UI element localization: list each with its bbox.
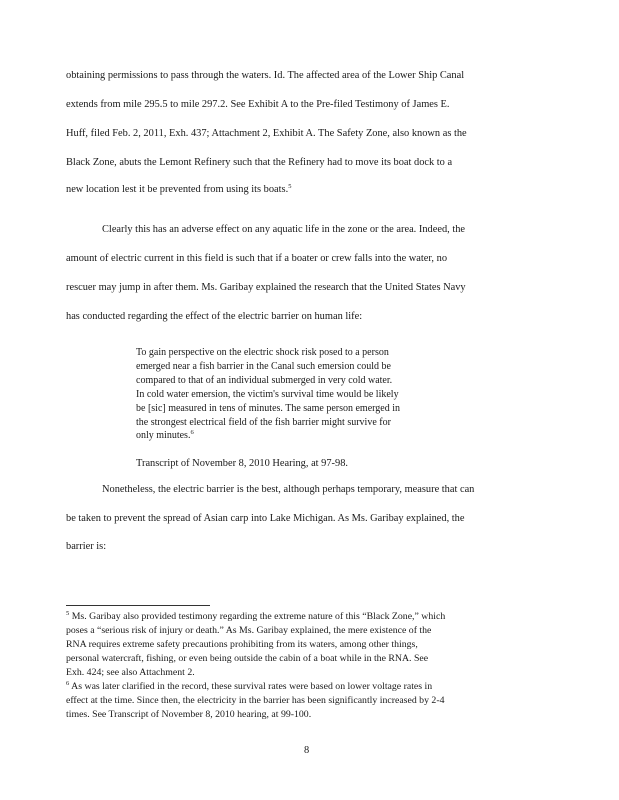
body-line: Huff, filed Feb. 2, 2011, Exh. 437; Attachment 2, Exhibit A. The Safety Zone, also known as the (66, 128, 467, 139)
footnote-number: 6 (66, 680, 70, 687)
footnote-line: RNA requires extreme safety precautions prohibiting from its waters, among other things, (66, 639, 418, 650)
footnote-line: personal watercraft, fishing, or even being outside the cabin of a boat while in the RNA. See (66, 653, 429, 664)
body-line-text: new location lest it be prevented from using its boats. (66, 184, 289, 195)
footnote-line: effect at the time. Since then, the electricity in the barrier has been significantly increased by 2-4 (66, 695, 445, 706)
block-quote-line-with-footnote (136, 430, 194, 441)
footnote-text: Ms. Garibay also provided testimony regarding the extreme nature of this “Black Zone,” which (71, 611, 446, 622)
body-line: Black Zone, abuts the Lemont Refinery such that the Refinery had to move its boat dock to a (66, 157, 453, 168)
block-quote-line: be [sic] measured in tens of minutes. The same person emerged in (136, 403, 400, 414)
body-line: amount of electric current in this field is such that if a boater or crew falls into the water, no (66, 253, 448, 264)
body-line: Nonetheless, the electric barrier is the best, although perhaps temporary, measure that can (102, 484, 475, 495)
footnote-line: times. See Transcript of November 8, 2010 hearing, at 99-100. (66, 709, 312, 720)
footnote-line (66, 611, 445, 622)
block-quote-text: only minutes. (136, 430, 191, 441)
block-quote-line: In cold water emersion, the victim's survival time would be likely (136, 389, 399, 400)
body-line-with-footnote (66, 184, 291, 195)
body-line: obtaining permissions to pass through the waters. Id. The affected area of the Lower Ship Canal (66, 70, 465, 81)
body-line: rescuer may jump in after them. Ms. Garibay explained the research that the United States Navy (66, 282, 466, 293)
body-line: extends from mile 295.5 to mile 297.2. See Exhibit A to the Pre-filed Testimony of James E. (66, 99, 450, 110)
block-quote-line: compared to that of an individual submerged in very cold water. (136, 375, 393, 386)
body-line: barrier is: (66, 541, 107, 552)
footnote-separator (66, 605, 210, 606)
body-line: be taken to prevent the spread of Asian carp into Lake Michigan. As Ms. Garibay explained, the (66, 513, 465, 524)
block-quote-line: emerged near a fish barrier in the Canal such emersion could be (136, 361, 391, 372)
footnote-text: As was later clarified in the record, these survival rates were based on lower voltage rates in (71, 681, 433, 692)
footnote-line: Exh. 424; see also Attachment 2. (66, 667, 195, 678)
footnote-number: 5 (66, 610, 70, 617)
body-line: has conducted regarding the effect of the electric barrier on human life: (66, 311, 363, 322)
footnote-line (66, 681, 432, 692)
block-quote-line: To gain perspective on the electric shock risk posed to a person (136, 347, 389, 358)
footnote-ref: 6 (190, 429, 194, 436)
citation: Transcript of November 8, 2010 Hearing, at 97-98. (136, 458, 349, 469)
body-line: Clearly this has an adverse effect on any aquatic life in the zone or the area. Indeed, the (102, 224, 466, 235)
page-number: 8 (304, 745, 310, 756)
footnote-line: poses a “serious risk of injury or death.” As Ms. Garibay explained, the mere existence of the (66, 625, 432, 636)
footnote-ref: 5 (288, 183, 292, 190)
block-quote-line: the strongest electrical field of the fish barrier might survive for (136, 417, 391, 428)
